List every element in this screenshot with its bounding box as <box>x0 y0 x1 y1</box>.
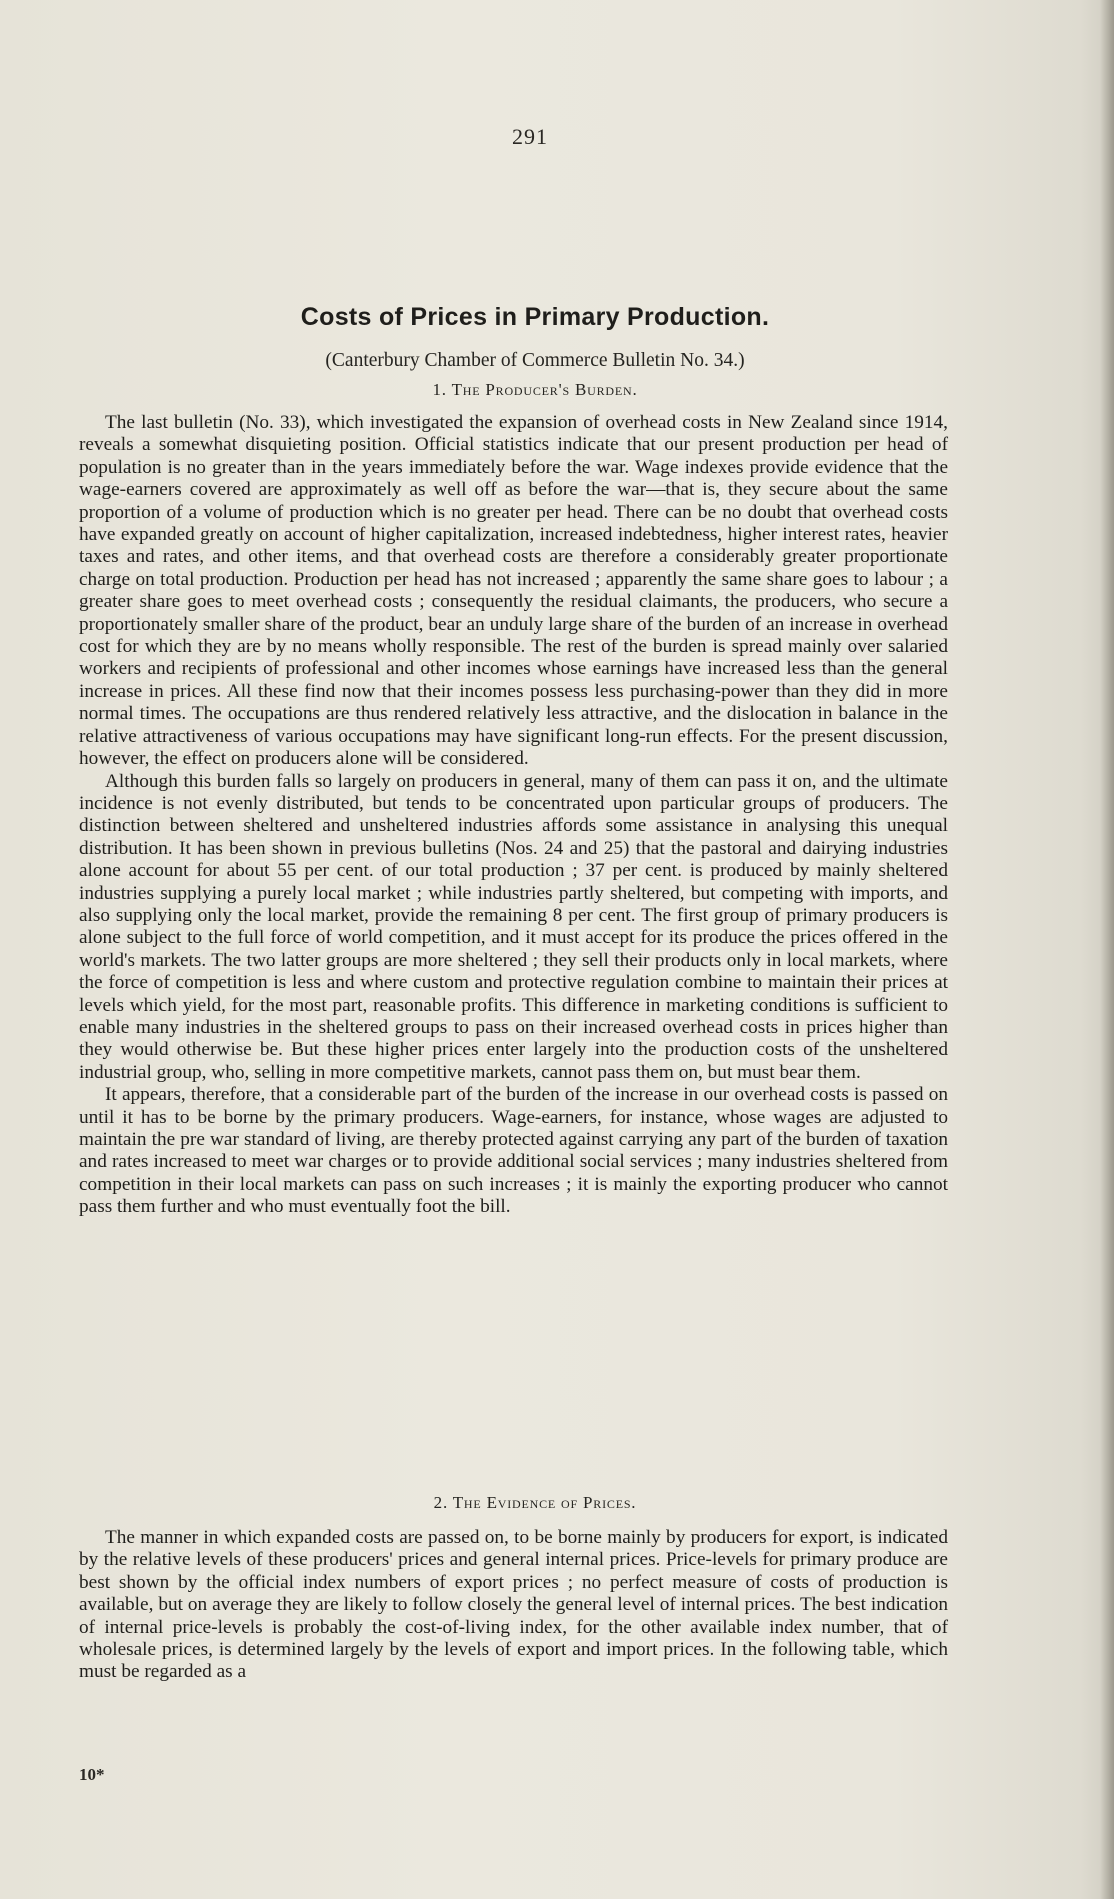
page-binding-edge <box>1100 0 1114 1899</box>
paragraph: Although this burden falls so largely on producers in general, many of them can pass it on, and the ultimate incidence is not evenly distributed, but tends to be concentrated upon particular groups of producers. The distinction between sheltered and unsheltered industries affords some assistance in analysing this unequal distribution. It has been shown in previous bulletins (Nos. 24 and 25) that the pastoral and dairying industries alone account for about 55 per cent. of our total production ; 37 per cent. is produced by mainly sheltered industries supplying a purely local market ; while industries partly sheltered, but competing with imports, and also supplying only the local market, provide the remaining 8 per cent. The first group of primary producers is alone subject to the full force of world competition, and it must accept for its produce the prices offered in the world's markets. The two latter groups are more sheltered ; they sell their products only in local markets, where the force of competition is less and where custom and protective regulation combine to maintain their prices at levels which yield, for the most part, reasonable profits. This difference in marketing conditions is sufficient to enable many industries in the sheltered groups to pass on their increased overhead costs in prices higher than they would otherwise be. But these higher prices enter largely into the production costs of the unsheltered industrial group, who, selling in more competitive markets, cannot pass them on, but must bear them. <box>79 770 948 1083</box>
paragraph: The last bulletin (No. 33), which investigated the expansion of overhead costs in New Zealand since 1914, reveals a somewhat disquieting position. Official statistics indicate that our present production per head of population is no greater than in the years immediately before the war. Wage indexes provide evidence that the wage-earners covered are approximately as well off as before the war—that is, they secure about the same proportion of a volume of production which is no greater per head. There can be no doubt that overhead costs have expanded greatly on account of higher capitalization, increased indebtedness, higher interest rates, heavier taxes and rates, and other items, and that overhead costs are therefore a considerably greater proportionate charge on total production. Production per head has not increased ; apparently the same share goes to labour ; a greater share goes to meet overhead costs ; consequently the residual claimants, the producers, who secure a proportionately smaller share of the product, bear an unduly large share of the burden of an increase in overhead cost for which they are by no means wholly responsible. The rest of the burden is spread mainly over salaried workers and recipients of professional and other incomes whose earnings have increased less than the general increase in prices. All these find now that their incomes possess less purchasing-power than they did in more normal times. The occupations are thus rendered relatively less attractive, and the dislocation in balance in the relative attractiveness of various occupations may have significant long-run effects. For the present discussion, however, the effect on producers alone will be considered. <box>79 412 948 770</box>
signature-mark: 10* <box>79 1765 105 1784</box>
section-body-producers-burden <box>79 412 948 1219</box>
paragraph: The manner in which expanded costs are passed on, to be borne mainly by producers for export, is indicated by the relative levels of these producers' prices and general internal prices. Price-levels for primary produce are best shown by the official index numbers of export prices ; no perfect measure of costs of production is available, but on average they are likely to follow closely the general level of internal prices. The best indication of internal price-levels is probably the cost-of-living index, for the other available index number, that of wholesale prices, is determined largely by the levels of export and import prices. In the following table, which must be regarded as a <box>79 1527 948 1683</box>
article-source: (Canterbury Chamber of Commerce Bulletin No. 34.) <box>325 350 745 371</box>
section-heading-producers-burden: 1. The Producer's Burden. <box>432 380 638 399</box>
section-heading-evidence-of-prices: 2. The Evidence of Prices. <box>433 1493 637 1512</box>
paragraph: It appears, therefore, that a considerable part of the burden of the increase in our overhead costs is passed on until it has to be borne by the primary producers. Wage-earners, for instance, whose wages are adjusted to maintain the pre war standard of living, are thereby protected against carrying any part of the burden of taxation and rates increased to meet war charges or to provide additional social services ; many industries sheltered from competition in their local markets can pass on such increases ; it is mainly the exporting producer who cannot pass them further and who must eventually foot the bill. <box>79 1084 948 1218</box>
page-number: 291 <box>512 124 548 149</box>
section-body-evidence-of-prices <box>79 1527 948 1684</box>
article-title: Costs of Prices in Primary Production. <box>300 303 770 331</box>
